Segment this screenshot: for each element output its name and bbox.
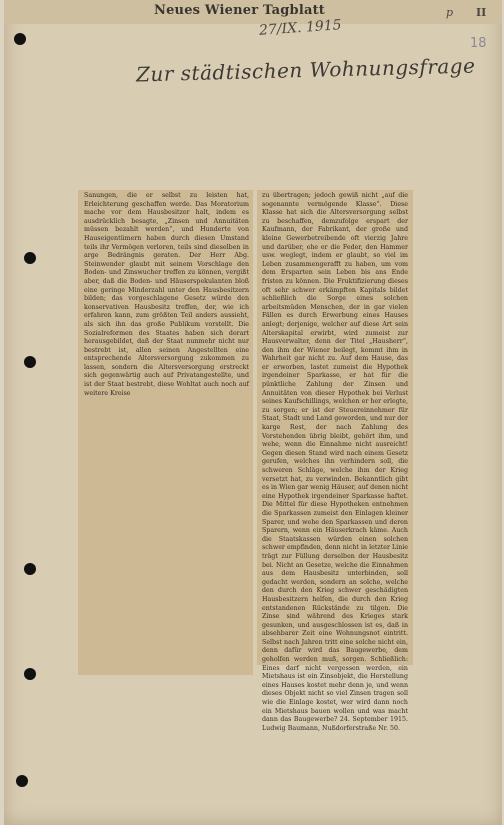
article-column-right: zu übertragen; jedoch gewiß nicht „auf die sogenannte vermögende Klasse“. Diese Klasse hat sich die Altersversorgung selbst zu beschaffen, demzufolge erspart der Kaufmann, der Fabrikant, der große und kleine Gewerbetreibende oft vierzig Jahre und darüber, ehe er die Feder, den Hammer usw. weglegt, indem er glaubt, so viel im Leben zusammengerafft zu haben, um vom dem Ersparten sein Leben bis ans Ende fristen zu können. Die Fruktifizierung dieses oft sehr schwer erkämpften Kapitals bildet schließlich die Sorge eines solchen arbeitsmüden Menschen, der in gar vielen Fällen es durch Erwerbung eines Hauses anlegt; derjenige, welcher auf diese Art sein Alterskapital erwirbt, wird zumeist zur Hausverwalter, denn der Titel „Hausherr“, den ihm der Wiener beilegt, kommt ihm in Wahrheit gar nicht zu. Auf dem Hause, das er erworben, lastet zumeist die Hypothek irgendeiner Sparkasse, er hat für die pünktliche Zahlung der Zinsen und Annuitäten von dieser Hypothek bei Verlust seines Kaufschillings, welchen er her erlegte, zu sorgen; er ist der Steuereinnehmer für Staat, Stadt und Land geworden, und nur der karge Rest, der nach Zahlung des Vorstehenden übrig bleibt, gehört ihm, und wehe, wenn die Einnahme nicht ausreicht! Gegen diesen Stand wird nach einem Gesetz gerufen, welches ihn verhindern soll, die schweren Schläge, welche ihm der Krieg versetzt hat, zu verwinden. Bekanntlich gibt es in Wien gar wenig Häuser, auf denen nicht eine Hypothek irgendeiner Sparkasse haftet. Die Mittel für diese Hypotheken entnehmen die Sparkassen zumeist den Einlagen kleiner Sparer, und wehe den Sparkassen und deren Sparern, wenn ein Häuserkrach käme. Auch die Staatskassen würden einen solchen schwer empfinden, denn nicht in letzter Linie trägt zur Füllung derselben der Hausbesitz bei. Nicht an Gesetze, welche die Einnahmen aus dem Hausbesitz unterbinden, soll gedacht werden, sondern an solche, welche den durch den Krieg schwer geschädigten Hausbesitzern helfen, die durch den Krieg entstandenen Rückstände zu tilgen. Die Zinse sind während des Krieges stark gesunken, und ausgeschlossen ist es, daß in absehbarer Zeit eine Wohnungsnot eintritt. Selbst nach Jahren tritt eine solche nicht ein, denn dafür wird das Baugewerbe, dem geholfen werden muß, sorgen. Schließlich: Eines darf nicht vergessen werden, ein Mietshaus ist ein Zinsobjekt, die Herstellung eines Hauses kostet mehr denn je, und wenn dieses Objekt nicht so viel Zinsen tragen soll wie die Einlage kostet, wer wird dann noch ein Mietshaus bauen wollen und was macht dann das Baugewerbe? 24. September 1915. Ludwig Baumann, Nußdorferstraße Nr. 50. [262,192,409,732]
archive-sheet [4,0,502,825]
corner-mark-a: p [446,6,454,19]
punch-hole [24,563,36,575]
punch-hole [16,775,28,787]
punch-hole [24,356,36,368]
newspaper-masthead: Neues Wiener Tagblatt [154,3,326,18]
punch-hole [14,33,26,45]
handwritten-heading: Zur städtischen Wohnungsfrage [135,53,476,87]
pencil-page-number: 18 [470,36,487,51]
article-column-left: Sanungen, die er selbst zu leisten hat, Erleichterung geschaffen werde. Das Moratorium mache vor dem Hausbesitzer halt, indem es ausdrücklich besagte, „Zinsen und Annuitäten müssen bezahlt werden“, und Hunderte von Hauseigentümern haben durch diesen Umstand teils ihr Vermögen verloren, teils sind dieselben in arge Bedrängnis geraten. Der Herr Abg. Steinwender glaubt mit seinem Vorschlage den Boden- und Zinswucher treffen zu können, vergißt aber, daß die Boden- und Häuserspekulanten bloß eine geringe Minderzahl unter den Hausbesitzern bilden; das vorgeschlagene Gesetz würde den konservativen Hausbesitz treffen, der, wie ich erfahren kann, zum größten Teil anders aussieht, als sich ihn das große Publikum vorstellt. Die Sozialreformen des Staates haben sich derart herausgebildet, daß der Staat nunmehr nicht nur bestrebt ist, allen seinen Angestellten eine entsprechende Altersversorgung zukommen zu lassen, sondern die Altersversorgung erstreckt sich gegenwärtig auch auf Privatangestellte, und ist der Staat bestrebt, diese Wohltat auch noch auf weitere Kreise [84,192,249,397]
corner-mark-b: II [476,6,487,19]
handwritten-date: 27/IX. 1915 [258,17,343,39]
punch-hole [24,668,36,680]
corner-marks [442,4,498,34]
punch-hole [24,252,36,264]
